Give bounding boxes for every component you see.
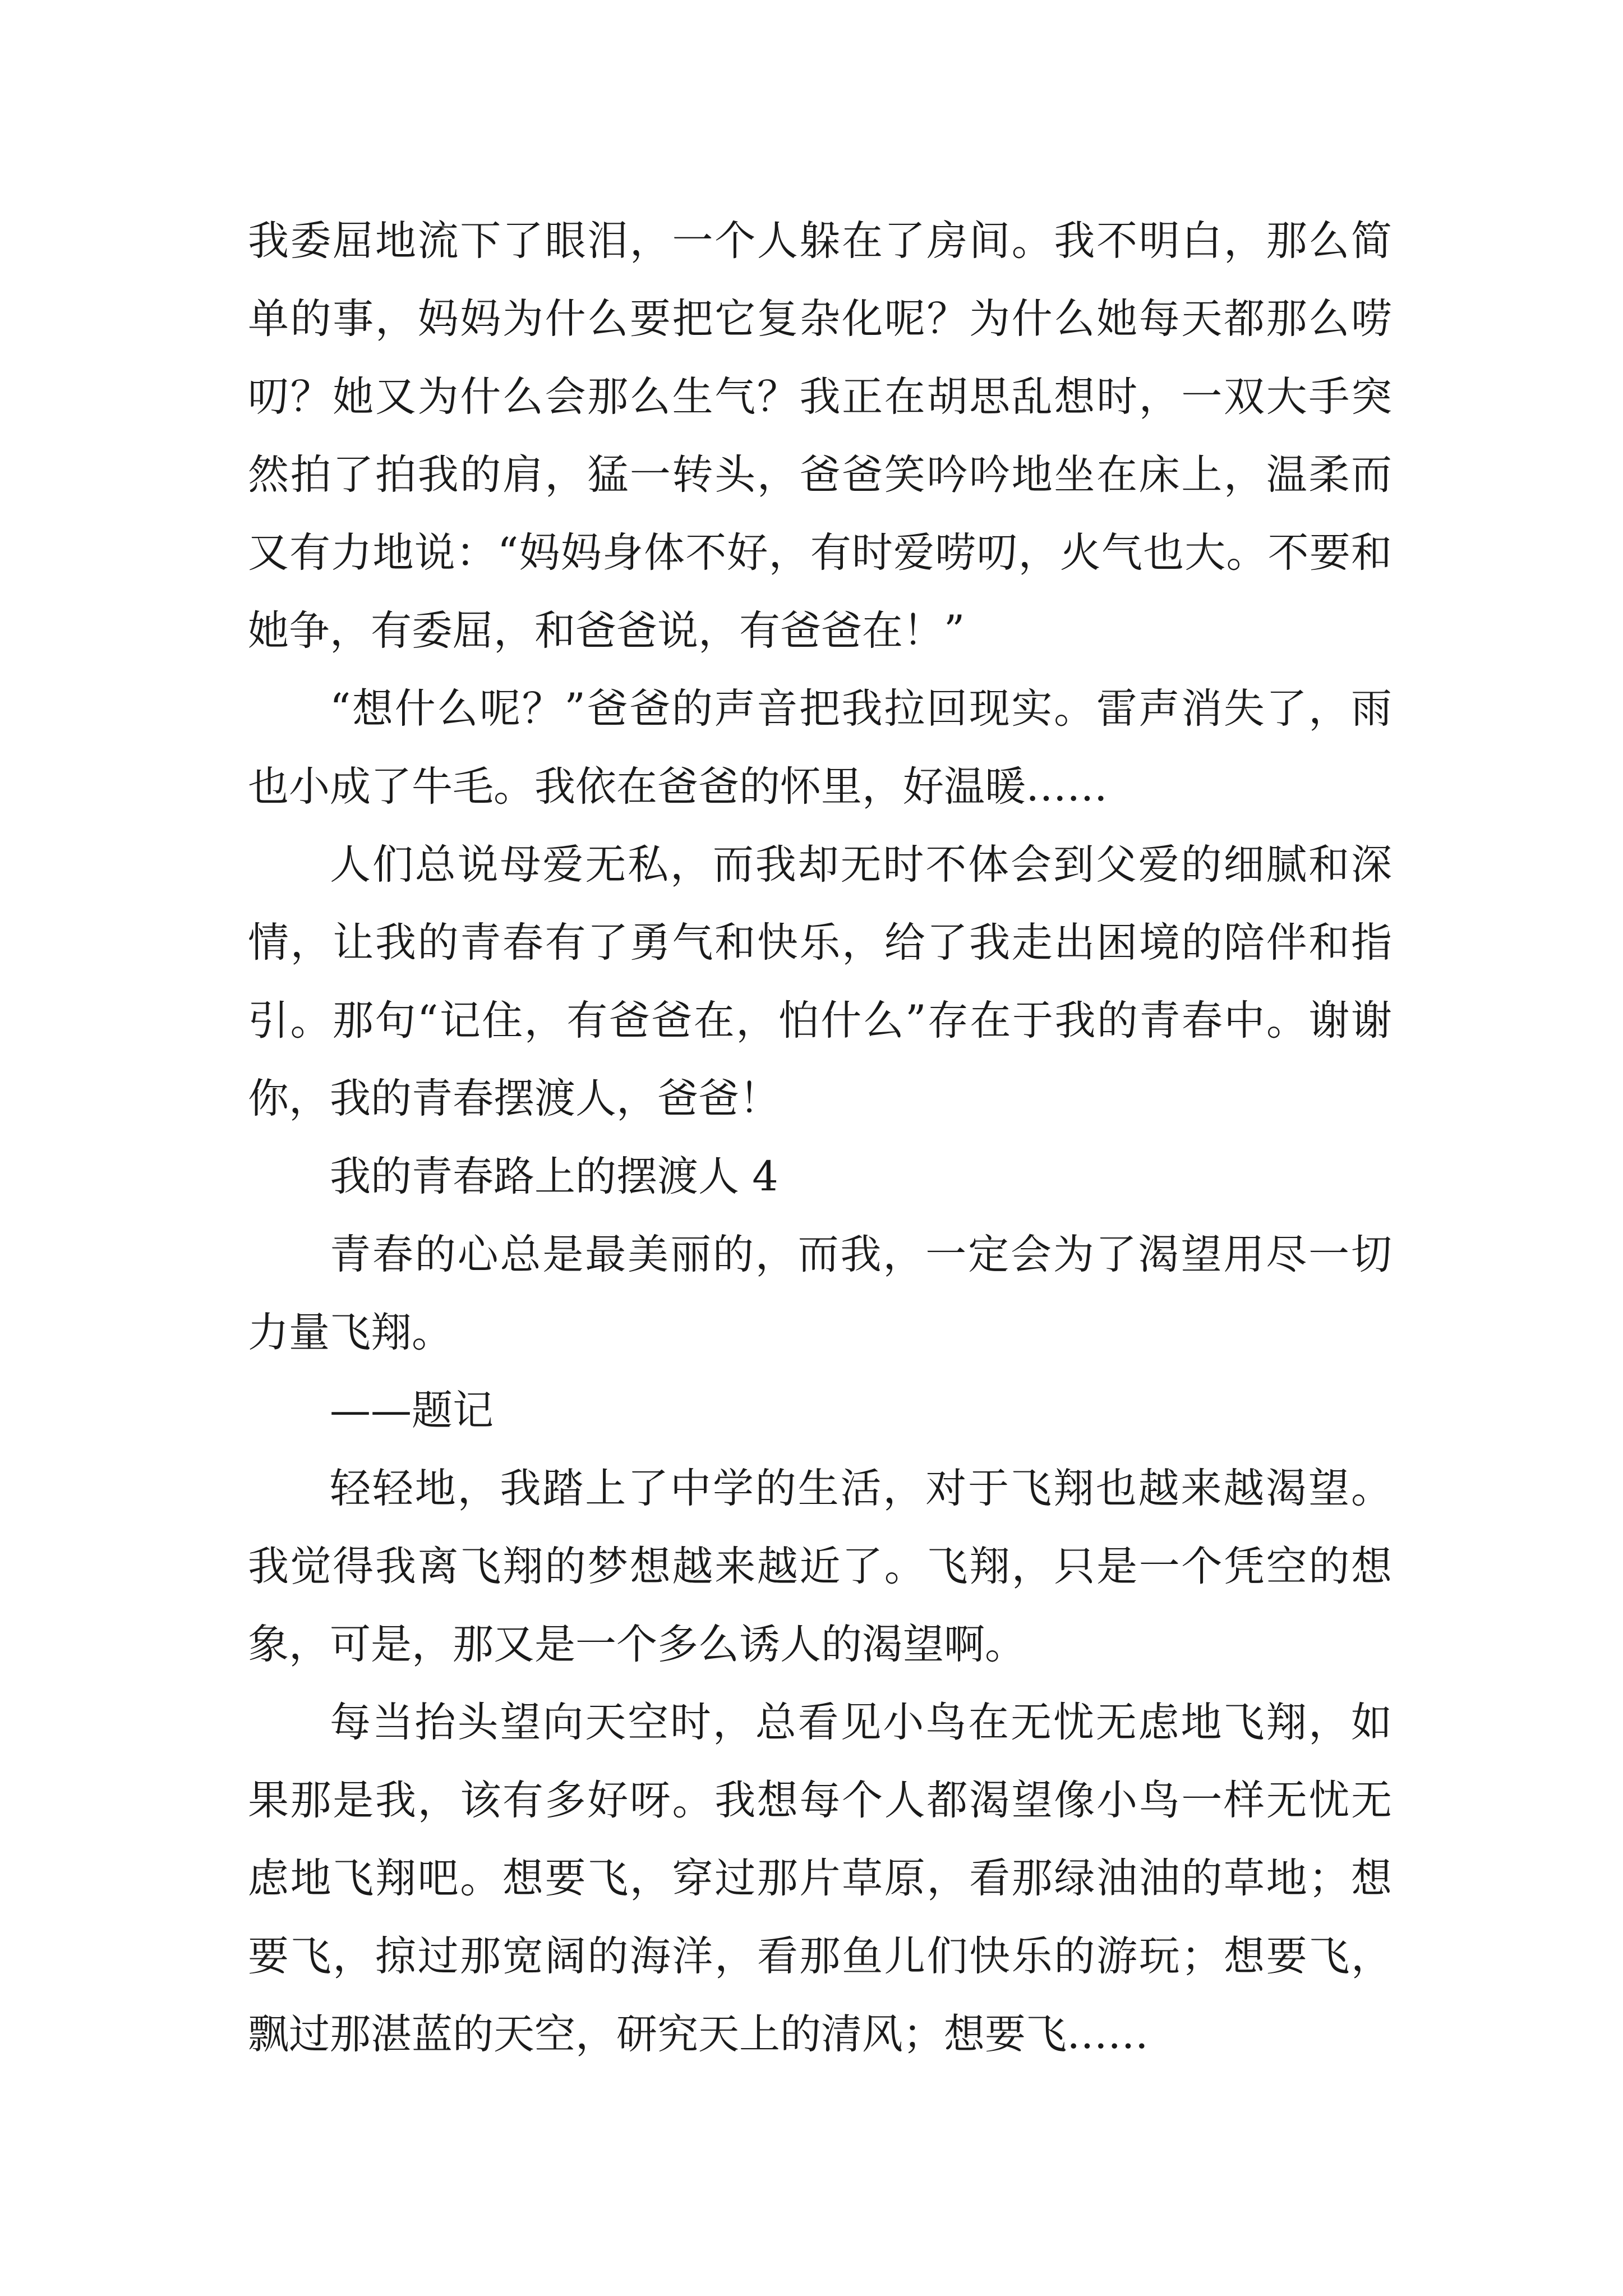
epigraph-attribution: ——题记 [330,1387,494,1434]
section-title: 我的青春路上的摆渡人 4 [330,1153,778,1200]
paragraph-2: “想什么呢？”爸爸的声音把我拉回现实。雷声消失了，雨也小成了牛毛。我依在爸爸的怀里，好温暖…… [248,685,1392,811]
paragraph-3: 人们总说母爱无私，而我却无时不体会到父爱的细腻和深情，让我的青春有了勇气和快乐，给了我走出困境的陪伴和指引。那句“记住，有爸爸在，怕什么”存在于我的青春中。谢谢你，我的青春摆渡人，爸爸！ [248,841,1392,1122]
paragraph-5: 轻轻地，我踏上了中学的生活，对于飞翔也越来越渴望。我觉得我离飞翔的梦想越来越近了。飞翔，只是一个凭空的想象，可是，那又是一个多么诱人的渴望啊。 [248,1465,1392,1668]
epigraph-text: 青春的心总是最美丽的，而我，一定会为了渴望用尽一切力量飞翔。 [248,1231,1392,1356]
paragraph-6: 每当抬头望向天空时，总看见小鸟在无忧无虑地飞翔，如果那是我，该有多好呀。我想每个人都渴望像小鸟一样无忧无虑地飞翔吧。想要飞，穿过那片草原，看那绿油油的草地；想要飞，掠过那宽阔的海洋，看那鱼儿们快乐的游玩；想要飞，飘过那湛蓝的天空，研究天上的清风；想要飞…… [248,1699,1392,2058]
paragraph-1: 我委屈地流下了眼泪，一个人躲在了房间。我不明白，那么简单的事，妈妈为什么要把它复杂化呢？为什么她每天都那么唠叨？她又为什么会那么生气？我正在胡思乱想时，一双大手突然拍了拍我的肩，猛一转头，爸爸笑吟吟地坐在床上，温柔而又有力地说：“妈妈身体不好，有时爱唠叨，火气也大。不要和她争，有委屈，和爸爸说，有爸爸在！” [248,217,1392,655]
document-body [248,202,1392,2073]
